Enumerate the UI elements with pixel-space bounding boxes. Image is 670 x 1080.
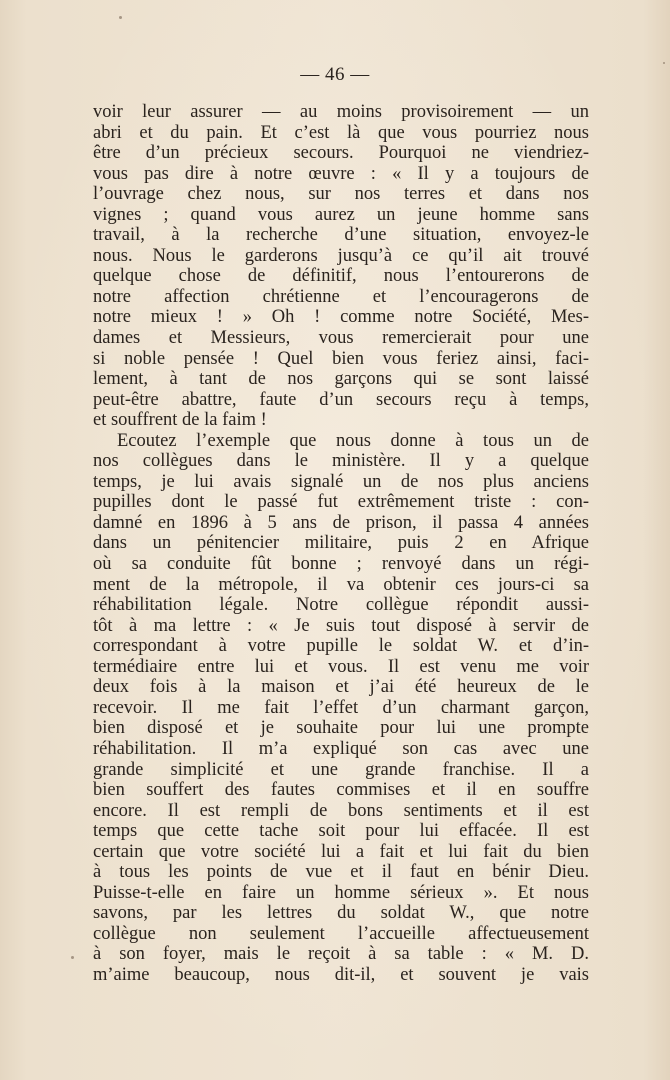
paper-speck (119, 16, 122, 19)
text-line: termédiaire entre lui et vous. Il est venu me voir (93, 656, 589, 677)
text-line: m’aime beaucoup, nous dit-il, et souvent je vais (93, 964, 589, 985)
text-line: encore. Il est rempli de bons sentiments et il est (93, 800, 589, 821)
text-line: ment de la métropole, il va obtenir ces jours-ci sa (93, 574, 589, 595)
body-text (93, 102, 589, 986)
text-line: tôt à ma lettre : « Je suis tout disposé à servir de (93, 615, 589, 636)
text-line: Ecoutez l’exemple que nous donne à tous un de (117, 430, 589, 451)
text-line: correspondant à votre pupille le soldat W. et d’in- (93, 636, 589, 657)
text-line: savons, par les lettres du soldat W., que notre (93, 903, 589, 924)
text-line: vous pas dire à notre œuvre : « Il y a toujours de (93, 163, 589, 184)
paragraph-2 (93, 431, 589, 986)
text-line: vignes ; quand vous aurez un jeune homme sans (93, 204, 589, 225)
paper-speck (71, 956, 74, 959)
text-line: bien souffert des fautes commises et il en souffre (93, 780, 589, 801)
text-line: abri et du pain. Et c’est là que vous pourriez nous (93, 122, 589, 143)
text-line: bien disposé et je souhaite pour lui une prompte (93, 718, 589, 739)
text-line: temps que cette tache soit pour lui effacée. Il est (93, 821, 589, 842)
text-line: et souffrent de la faim ! (93, 410, 267, 431)
text-line: travail, à la recherche d’une situation, envoyez-le (93, 225, 589, 246)
text-line: à son foyer, mais le reçoit à sa table : « M. D. (93, 944, 589, 965)
text-line: peut-être abattre, faute d’un secours reçu à temps, (93, 389, 589, 410)
text-line: voir leur assurer — au moins provisoirement — un (93, 102, 589, 122)
text-line: notre mieux ! » Oh ! comme notre Société, Mes- (93, 307, 589, 328)
text-line: où sa conduite fût bonne ; renvoyé dans un régi- (93, 554, 589, 575)
text-line: nous. Nous le garderons jusqu’à ce qu’il ait trouvé (93, 245, 589, 266)
page-number: — 46 — (300, 64, 370, 85)
text-line: à tous les points de vue et il faut en bénir Dieu. (93, 862, 589, 883)
text-line: grande simplicité et une grande franchise. Il a (93, 759, 589, 780)
text-line: collègue non seulement l’accueille affectueusement (93, 923, 589, 944)
text-line: réhabilitation. Il m’a expliqué son cas avec une (93, 738, 589, 759)
text-line: recevoir. Il me fait l’effet d’un charmant garçon, (93, 697, 589, 718)
text-line: certain que votre société lui a fait et lui fait du bien (93, 841, 589, 862)
text-line: temps, je lui avais signalé un de nos plus anciens (93, 471, 589, 492)
paper-speck (663, 62, 665, 64)
text-line: deux fois à la maison et j’ai été heureux de le (93, 677, 589, 698)
text-line: quelque chose de définitif, nous l’entourerons de (93, 266, 589, 287)
text-line: dames et Messieurs, vous remercierait pour une (93, 328, 589, 349)
text-line: nos collègues dans le ministère. Il y a quelque (93, 451, 589, 472)
text-line: notre affection chrétienne et l’encouragerons de (93, 286, 589, 307)
text-line: Puisse-t-elle en faire un homme sérieux ». Et nous (93, 882, 589, 903)
paragraph-1 (93, 102, 589, 431)
text-line: si noble pensée ! Quel bien vous feriez ainsi, faci- (93, 348, 589, 369)
text-line: damné en 1896 à 5 ans de prison, il passa 4 années (93, 512, 589, 533)
text-line: lement, à tant de nos garçons qui se sont laissé (93, 369, 589, 390)
text-line: pupilles dont le passé fut extrêmement triste : con- (93, 492, 589, 513)
text-line: dans un pénitencier militaire, puis 2 en Afrique (93, 533, 589, 554)
text-line: l’ouvrage chez nous, sur nos terres et dans nos (93, 184, 589, 205)
text-line: être d’un précieux secours. Pourquoi ne viendriez- (93, 143, 589, 164)
text-line: réhabilitation légale. Notre collègue répondit aussi- (93, 595, 589, 616)
